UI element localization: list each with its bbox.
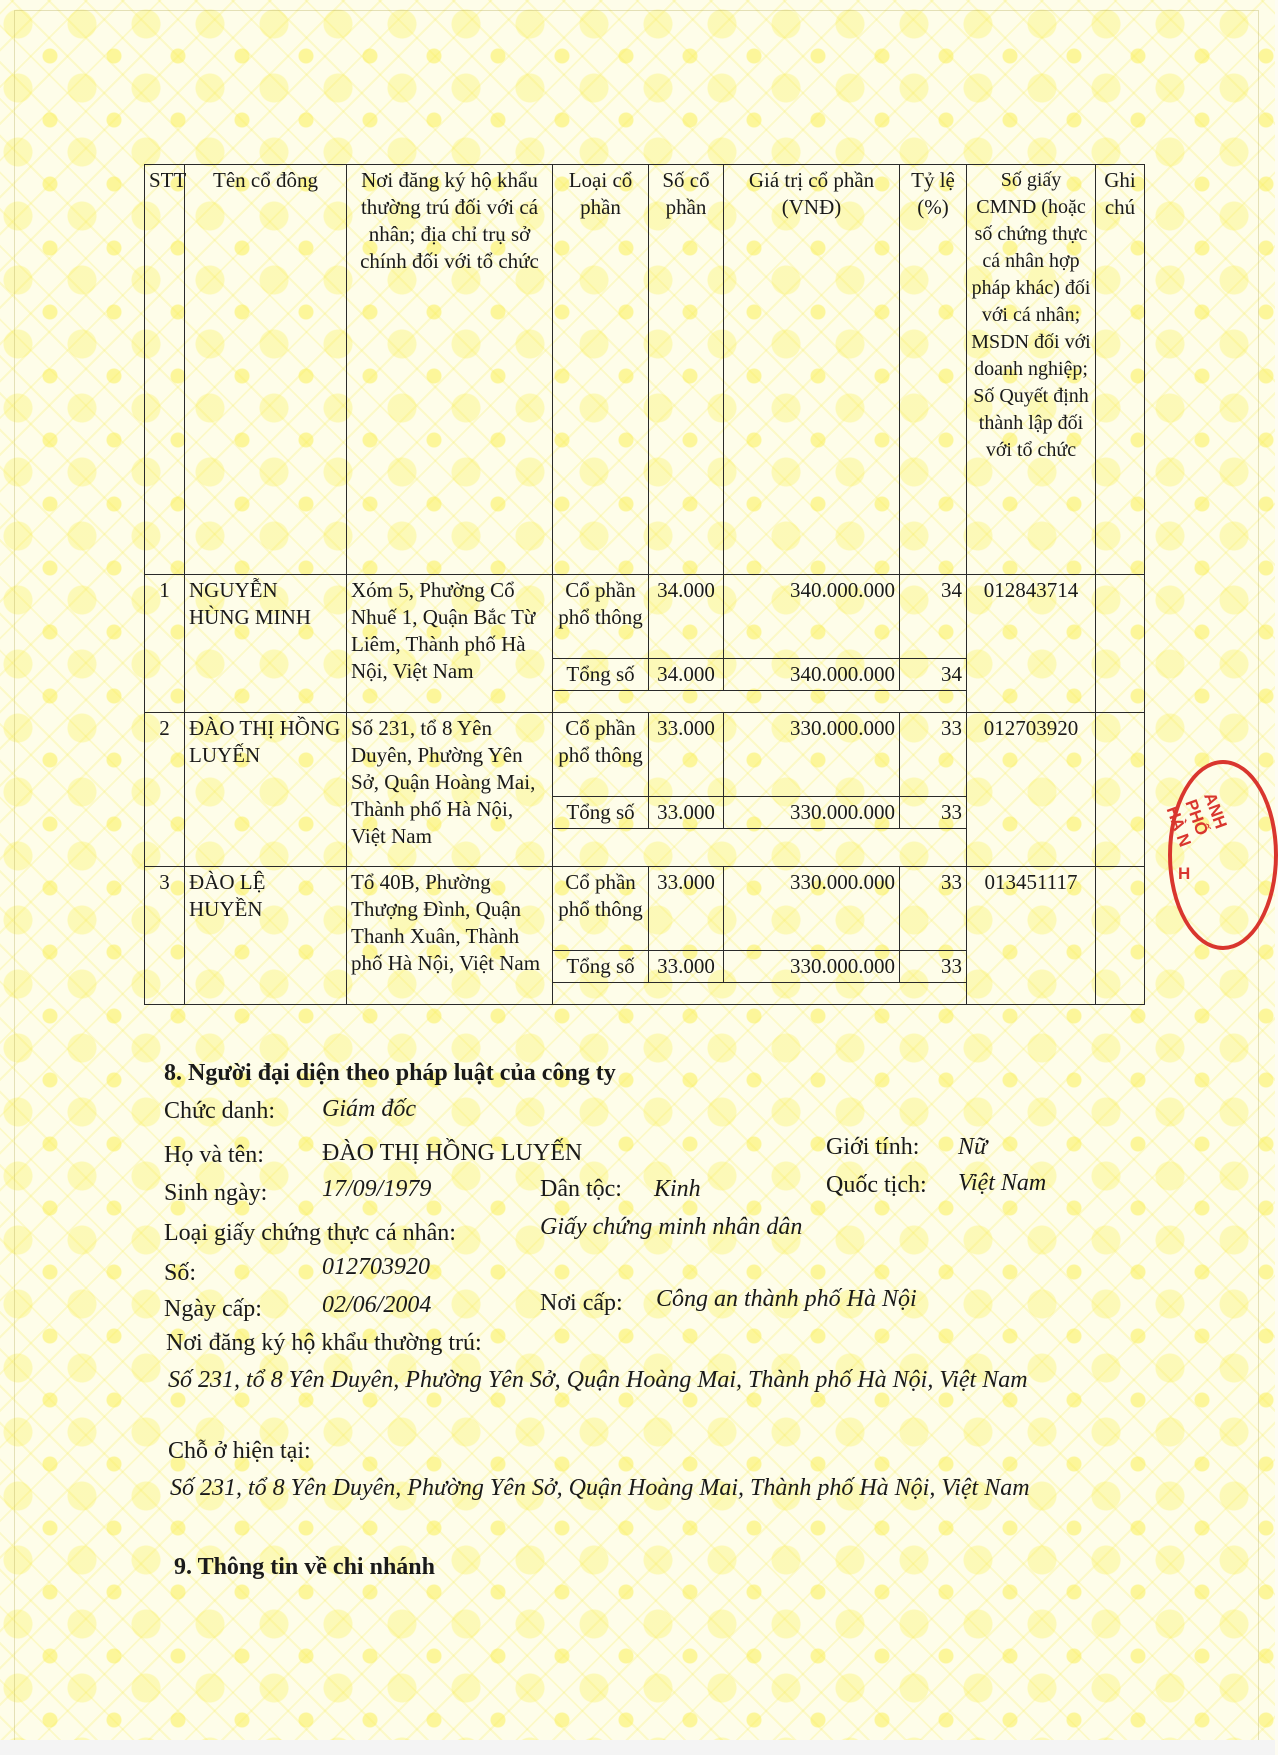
cell-total-value: 340.000.000 [724, 659, 900, 691]
nationality-value: Việt Nam [958, 1170, 1047, 1196]
cell-spacer [553, 983, 967, 1005]
cell-share-count: 33.000 [649, 713, 724, 797]
table-row [145, 867, 1145, 951]
header-id: Số giấy CMND (hoặc số chứng thực cá nhân hợp pháp khác) đối với cá nhân; MSDN đối với doanh nghiệp; Số Quyết định thành lập đối với tổ chức [967, 165, 1096, 575]
cell-total-value: 330.000.000 [724, 951, 900, 983]
ethnic-value: Kinh [654, 1176, 701, 1202]
cell-spacer [553, 691, 967, 713]
cell-total-ratio: 34 [900, 659, 967, 691]
cell-address: Xóm 5, Phường Cổ Nhuế 1, Quận Bắc Từ Liêm, Thành phố Hà Nội, Việt Nam [347, 575, 553, 713]
cell-spacer [553, 829, 967, 867]
title-label: Chức danh: [164, 1098, 275, 1124]
cell-total-count: 33.000 [649, 797, 724, 829]
cell-share-type: Cổ phần phổ thông [553, 713, 649, 797]
scan-bottom-edge [0, 1740, 1275, 1755]
idno-label: Số: [164, 1260, 197, 1286]
reg-address-value: Số 231, tổ 8 Yên Duyên, Phường Yên Sở, Quận Hoàng Mai, Thành phố Hà Nội, Việt Nam [168, 1367, 1028, 1393]
table-header-row [145, 165, 1145, 575]
cell-value: 340.000.000 [724, 575, 900, 659]
cell-note [1096, 867, 1145, 1005]
cell-share-count: 33.000 [649, 867, 724, 951]
cell-id: 012703920 [967, 713, 1096, 867]
nationality-label: Quốc tịch: [826, 1172, 927, 1198]
cell-ratio: 33 [900, 713, 967, 797]
table-row [145, 713, 1145, 797]
cell-total-count: 34.000 [649, 659, 724, 691]
cell-stt: 3 [145, 867, 185, 1005]
name-label: Họ và tên: [164, 1142, 264, 1168]
cell-stt: 1 [145, 575, 185, 713]
idtype-label: Loại giấy chứng thực cá nhân: [164, 1220, 456, 1246]
header-share-count: Số cổ phần [649, 165, 724, 575]
issue-date-label: Ngày cấp: [164, 1296, 262, 1322]
header-stt: STT [145, 165, 185, 575]
cell-id: 013451117 [967, 867, 1096, 1005]
section-9-heading: 9. Thông tin về chi nhánh [174, 1554, 435, 1580]
idno-value: 012703920 [322, 1254, 430, 1280]
cell-total-ratio: 33 [900, 797, 967, 829]
reg-address-label: Nơi đăng ký hộ khẩu thường trú: [166, 1330, 482, 1356]
issuer-value: Công an thành phố Hà Nội [656, 1286, 917, 1312]
cell-address: Tổ 40B, Phường Thượng Đình, Quận Thanh Xuân, Thành phố Hà Nội, Việt Nam [347, 867, 553, 1005]
cell-total-label: Tổng số [553, 797, 649, 829]
cell-id: 012843714 [967, 575, 1096, 713]
stamp-text-mid: H [1178, 864, 1191, 883]
cell-total-count: 33.000 [649, 951, 724, 983]
cell-name: ĐÀO THỊ HỒNG LUYẾN [185, 713, 347, 867]
cell-address: Số 231, tổ 8 Yên Duyên, Phường Yên Sở, Quận Hoàng Mai, Thành phố Hà Nội, Việt Nam [347, 713, 553, 867]
cell-note [1096, 713, 1145, 867]
issue-date-value: 02/06/2004 [322, 1292, 432, 1318]
header-share-type: Loại cổ phần [553, 165, 649, 575]
header-name: Tên cổ đông [185, 165, 347, 575]
cell-share-count: 34.000 [649, 575, 724, 659]
cell-stt: 2 [145, 713, 185, 867]
dob-label: Sinh ngày: [164, 1180, 268, 1206]
section-8-heading: 8. Người đại diện theo pháp luật của công ty [164, 1060, 616, 1086]
cell-name: NGUYỄN HÙNG MINH [185, 575, 347, 713]
gender-value: Nữ [958, 1134, 988, 1160]
header-note: Ghi chú [1096, 165, 1145, 575]
dob-value: 17/09/1979 [322, 1176, 432, 1202]
cell-share-type: Cổ phần phổ thông [553, 575, 649, 659]
current-address-value: Số 231, tổ 8 Yên Duyên, Phường Yên Sở, Quận Hoàng Mai, Thành phố Hà Nội, Việt Nam [170, 1475, 1030, 1501]
cell-value: 330.000.000 [724, 867, 900, 951]
issuer-label: Nơi cấp: [540, 1290, 623, 1316]
cell-total-label: Tổng số [553, 951, 649, 983]
header-ratio: Tỷ lệ (%) [900, 165, 967, 575]
cell-ratio: 34 [900, 575, 967, 659]
stamp-text-arc: ANH PHỐ HÀ N [1162, 790, 1231, 850]
cell-total-label: Tổng số [553, 659, 649, 691]
cell-share-type: Cổ phần phổ thông [553, 867, 649, 951]
shareholder-table [144, 164, 1145, 1005]
red-seal-stamp [1162, 760, 1278, 950]
cell-value: 330.000.000 [724, 713, 900, 797]
cell-ratio: 33 [900, 867, 967, 951]
table-row [145, 575, 1145, 659]
header-address: Nơi đăng ký hộ khẩu thường trú đối với cá nhân; địa chỉ trụ sở chính đối với tổ chức [347, 165, 553, 575]
cell-note [1096, 575, 1145, 713]
cell-total-value: 330.000.000 [724, 797, 900, 829]
name-value: ĐÀO THỊ HỒNG LUYẾN [322, 1140, 583, 1166]
current-address-label: Chỗ ở hiện tại: [168, 1438, 311, 1464]
cell-total-ratio: 33 [900, 951, 967, 983]
title-value: Giám đốc [322, 1096, 416, 1122]
header-value: Giá trị cổ phần (VNĐ) [724, 165, 900, 575]
gender-label: Giới tính: [826, 1134, 920, 1160]
cell-name: ĐÀO LỆ HUYỀN [185, 867, 347, 1005]
idtype-value: Giấy chứng minh nhân dân [540, 1214, 803, 1240]
ethnic-label: Dân tộc: [540, 1176, 622, 1202]
